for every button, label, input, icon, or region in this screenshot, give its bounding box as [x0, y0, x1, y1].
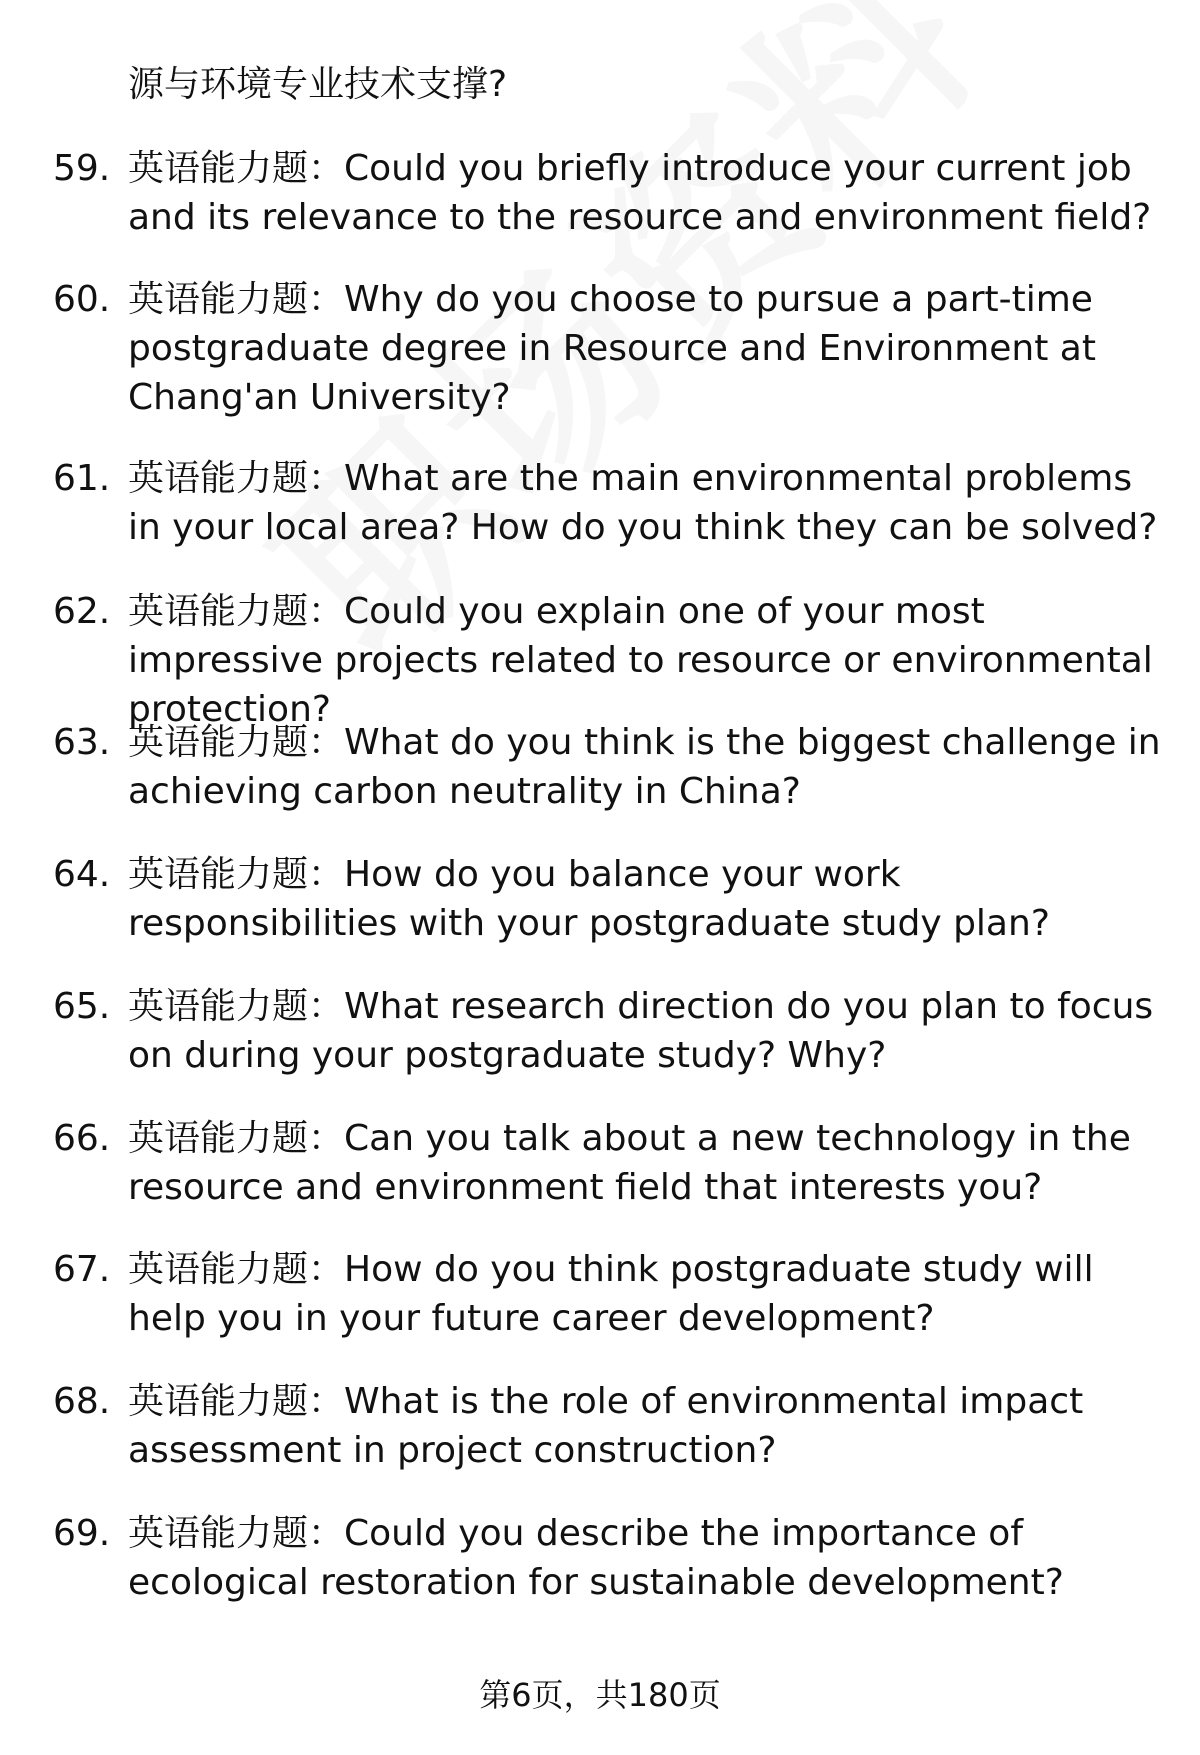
page-footer: 第6页，共180页 — [479, 1676, 721, 1714]
question-number: 61. — [53, 458, 111, 499]
question-number: 62. — [53, 591, 111, 632]
question-text: 英语能力题：Could you explain one of your most impressive projects related to resource or environmental protection? — [128, 591, 1153, 730]
continuation-text: 源与环境专业技术支撑? — [128, 64, 508, 105]
question-text: 英语能力题：Can you talk about a new technology in the resource and environment field that interests you? — [128, 1118, 1131, 1208]
question-number: 69. — [53, 1513, 111, 1554]
question-text: 英语能力题：What do you think is the biggest challenge in achieving carbon neutrality in China? — [128, 722, 1161, 812]
question-text: 英语能力题：How do you think postgraduate study will help you in your future career development? — [128, 1249, 1094, 1339]
question-text: 英语能力题：What is the role of environmental impact assessment in project construction? — [128, 1381, 1084, 1471]
question-text: 英语能力题：What research direction do you plan to focus on during your postgraduate study? Why? — [128, 986, 1154, 1076]
question-number: 63. — [53, 722, 111, 763]
question-text: 英语能力题：How do you balance your work responsibilities with your postgraduate study plan? — [128, 854, 1050, 944]
question-text: 英语能力题：Could you describe the importance of ecological restoration for sustainable development? — [128, 1513, 1064, 1603]
question-number: 67. — [53, 1249, 111, 1290]
question-number: 59. — [53, 148, 111, 189]
question-number: 60. — [53, 279, 111, 320]
question-number: 66. — [53, 1118, 111, 1159]
question-text: 英语能力题：What are the main environmental problems in your local area? How do you think they can be solved? — [128, 458, 1158, 548]
question-number: 68. — [53, 1381, 111, 1422]
question-number: 65. — [53, 986, 111, 1027]
question-number: 64. — [53, 854, 111, 895]
question-text: 英语能力题：Could you briefly introduce your current job and its relevance to the resource and environment field? — [128, 148, 1152, 238]
question-text: 英语能力题：Why do you choose to pursue a part-time postgraduate degree in Resource and Environment at Chang'an University? — [128, 279, 1096, 418]
